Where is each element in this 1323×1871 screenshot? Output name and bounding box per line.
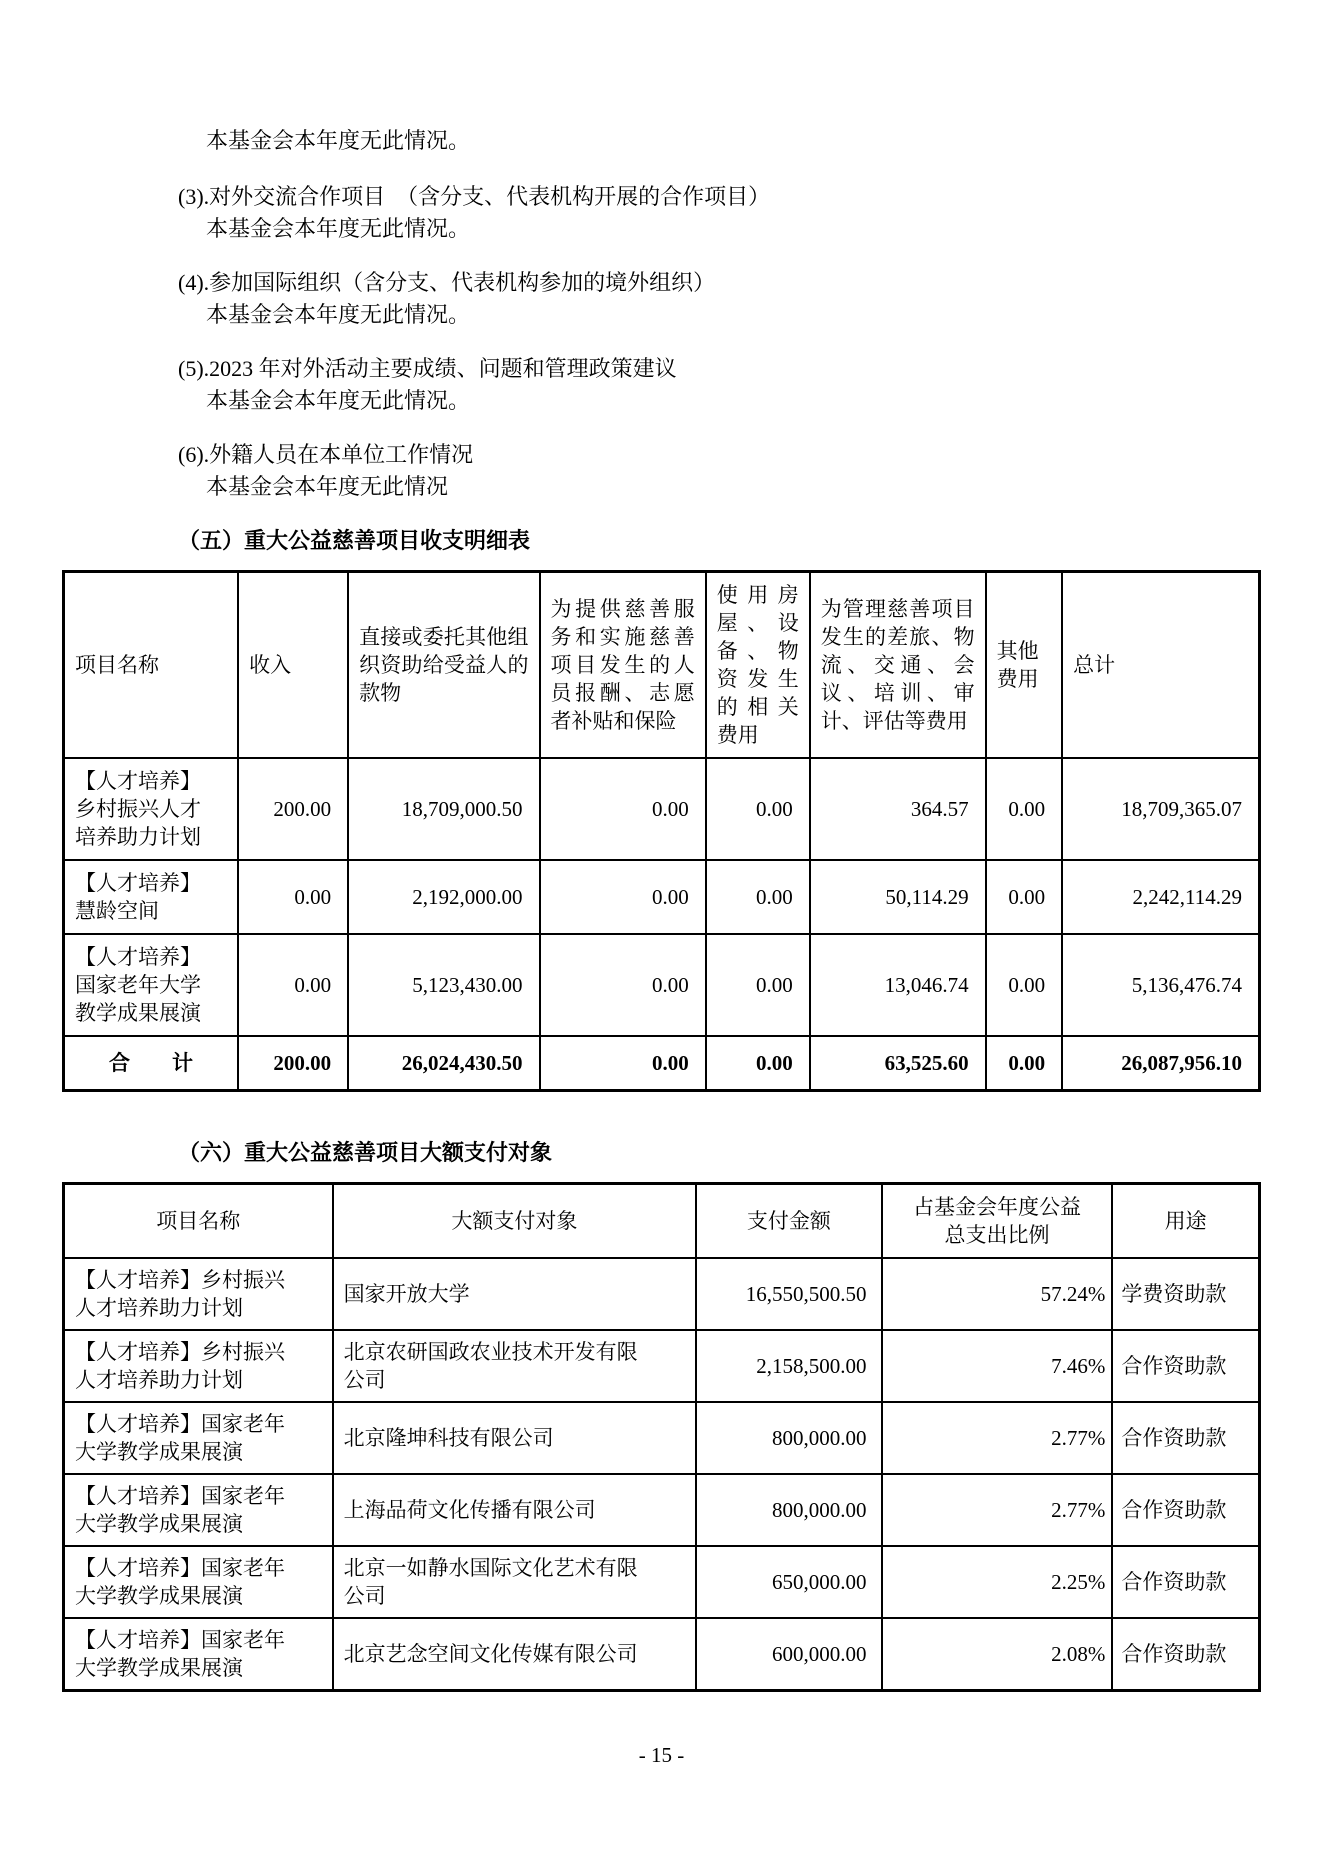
purpose-cell: 合作资助款: [1112, 1330, 1259, 1402]
income-cell: 0.00: [238, 860, 348, 934]
list-item-4: [62, 268, 1261, 298]
table-row: [64, 860, 1260, 934]
amount-cell: 2,158,500.00: [696, 1330, 881, 1402]
ratio-cell: 2.08%: [882, 1618, 1113, 1691]
amount-cell: 16,550,500.50: [696, 1258, 881, 1330]
list-item-5: [62, 354, 1261, 384]
total-label-cell: 合 计: [64, 1036, 239, 1091]
table-row: [64, 1546, 1260, 1618]
list-item-3: [62, 182, 1261, 212]
grand-total-cell: 26,087,956.10: [1062, 1036, 1259, 1091]
payee-cell: 北京一如静水国际文化艺术有限公司: [333, 1546, 697, 1618]
admin-costs-cell: 13,046.74: [810, 934, 986, 1036]
direct-funding-cell: 5,123,430.00: [348, 934, 539, 1036]
header-direct-funding: 直接或委托其他组织资助给受益人的款物: [348, 572, 539, 759]
table-header-row: [64, 572, 1260, 759]
purpose-cell: 合作资助款: [1112, 1618, 1259, 1691]
other-costs-cell: 0.00: [986, 860, 1063, 934]
total-cell: 2,242,114.29: [1062, 860, 1259, 934]
project-name-cell: 【人才培养】国家老年大学教学成果展演: [64, 1546, 333, 1618]
table-row: [64, 1474, 1260, 1546]
ratio-cell: 2.25%: [882, 1546, 1113, 1618]
list-item-3-note: 本基金会本年度无此情况。: [206, 216, 471, 241]
total-cell: 18,709,365.07: [1062, 758, 1259, 860]
payee-cell: 上海品荷文化传播有限公司: [333, 1474, 697, 1546]
ratio-cell: 2.77%: [882, 1474, 1113, 1546]
ratio-cell: 2.77%: [882, 1402, 1113, 1474]
header-expense-ratio-text: 占基金会年度公益总支出比例: [912, 1195, 1081, 1247]
list-item-4-note: 本基金会本年度无此情况。: [206, 302, 471, 327]
header-payee: 大额支付对象: [333, 1184, 697, 1259]
income-total-cell: 200.00: [238, 1036, 348, 1091]
payee-cell: 北京艺念空间文化传媒有限公司: [333, 1618, 697, 1691]
list-item-6-note: 本基金会本年度无此情况: [206, 474, 449, 499]
purpose-cell: 合作资助款: [1112, 1474, 1259, 1546]
facility-costs-total-cell: 0.00: [706, 1036, 810, 1091]
project-name-cell: 【人才培养】乡村振兴人才培养助力计划: [64, 1330, 333, 1402]
facility-costs-cell: 0.00: [706, 860, 810, 934]
item-title: 2023 年对外活动主要成绩、问题和管理政策建议: [209, 356, 677, 381]
item-title: 参加国际组织（含分支、代表机构参加的境外组织）: [209, 270, 716, 295]
header-other-costs: 其他费用: [986, 572, 1063, 759]
table-row: [64, 758, 1260, 860]
lead-note: 本基金会本年度无此情况。: [206, 128, 471, 153]
service-costs-total-cell: 0.00: [540, 1036, 706, 1091]
purpose-cell: 合作资助款: [1112, 1546, 1259, 1618]
facility-costs-cell: 0.00: [706, 934, 810, 1036]
item-marker: (3).: [178, 184, 210, 209]
header-expense-ratio: [882, 1184, 1113, 1259]
payee-cell: 北京隆坤科技有限公司: [333, 1402, 697, 1474]
table-row: [64, 1618, 1260, 1691]
item-marker: (5).: [178, 356, 210, 381]
major-payees-table: [62, 1182, 1261, 1692]
purpose-cell: 合作资助款: [1112, 1402, 1259, 1474]
header-total: 总计: [1062, 572, 1259, 759]
project-name-cell: 【人才培养】国家老年大学教学成果展演: [64, 1474, 333, 1546]
expenditure-detail-table: [62, 570, 1261, 1092]
ratio-cell: 7.46%: [882, 1330, 1113, 1402]
page-number: - 15 -: [638, 1743, 685, 1767]
section6-heading: （六）重大公益慈善项目大额支付对象: [178, 1140, 553, 1165]
project-name-cell: 【人才培养】国家老年大学教学成果展演: [64, 934, 239, 1036]
project-name-cell: 【人才培养】国家老年大学教学成果展演: [64, 1618, 333, 1691]
header-income: 收入: [238, 572, 348, 759]
income-cell: 0.00: [238, 934, 348, 1036]
ratio-cell: 57.24%: [882, 1258, 1113, 1330]
payee-cell: 北京农研国政农业技术开发有限公司: [333, 1330, 697, 1402]
direct-funding-total-cell: 26,024,430.50: [348, 1036, 539, 1091]
admin-costs-cell: 364.57: [810, 758, 986, 860]
item-marker: (4).: [178, 270, 210, 295]
table-header-row: [64, 1184, 1260, 1259]
project-name-cell: 【人才培养】国家老年大学教学成果展演: [64, 1402, 333, 1474]
service-costs-cell: 0.00: [540, 758, 706, 860]
purpose-cell: 学费资助款: [1112, 1258, 1259, 1330]
project-name-cell: 【人才培养】乡村振兴人才培养助力计划: [64, 758, 239, 860]
admin-costs-cell: 50,114.29: [810, 860, 986, 934]
total-cell: 5,136,476.74: [1062, 934, 1259, 1036]
other-costs-cell: 0.00: [986, 758, 1063, 860]
amount-cell: 800,000.00: [696, 1474, 881, 1546]
section5-heading: （五）重大公益慈善项目收支明细表: [178, 528, 531, 553]
other-costs-total-cell: 0.00: [986, 1036, 1063, 1091]
income-cell: 200.00: [238, 758, 348, 860]
table-total-row: [64, 1036, 1260, 1091]
table-row: [64, 1258, 1260, 1330]
table-row: [64, 1402, 1260, 1474]
payee-cell: 国家开放大学: [333, 1258, 697, 1330]
header-payment-amount: 支付金额: [696, 1184, 881, 1259]
amount-cell: 800,000.00: [696, 1402, 881, 1474]
other-costs-cell: 0.00: [986, 934, 1063, 1036]
header-purpose: 用途: [1112, 1184, 1259, 1259]
header-project-name: 项目名称: [64, 1184, 333, 1259]
service-costs-cell: 0.00: [540, 860, 706, 934]
amount-cell: 600,000.00: [696, 1618, 881, 1691]
item-marker: (6).: [178, 442, 210, 467]
list-item-5-note: 本基金会本年度无此情况。: [206, 388, 471, 413]
table-row: [64, 1330, 1260, 1402]
admin-costs-total-cell: 63,525.60: [810, 1036, 986, 1091]
direct-funding-cell: 2,192,000.00: [348, 860, 539, 934]
header-facility-costs: 使用房屋、设备、物资发生的相关费用: [706, 572, 810, 759]
table-row: [64, 934, 1260, 1036]
direct-funding-cell: 18,709,000.50: [348, 758, 539, 860]
item-title: 外籍人员在本单位工作情况: [209, 442, 474, 467]
item-title: 对外交流合作项目 （含分支、代表机构开展的合作项目）: [209, 184, 771, 209]
facility-costs-cell: 0.00: [706, 758, 810, 860]
header-project-name: 项目名称: [64, 572, 239, 759]
header-admin-costs: 为管理慈善项目发生的差旅、物流、交通、会议、培训、审计、评估等费用: [810, 572, 986, 759]
header-service-costs: 为提供慈善服务和实施慈善项目发生的人员报酬、志愿者补贴和保险: [540, 572, 706, 759]
service-costs-cell: 0.00: [540, 934, 706, 1036]
list-item-6: [62, 440, 1261, 470]
project-name-cell: 【人才培养】乡村振兴人才培养助力计划: [64, 1258, 333, 1330]
amount-cell: 650,000.00: [696, 1546, 881, 1618]
project-name-cell: 【人才培养】慧龄空间: [64, 860, 239, 934]
